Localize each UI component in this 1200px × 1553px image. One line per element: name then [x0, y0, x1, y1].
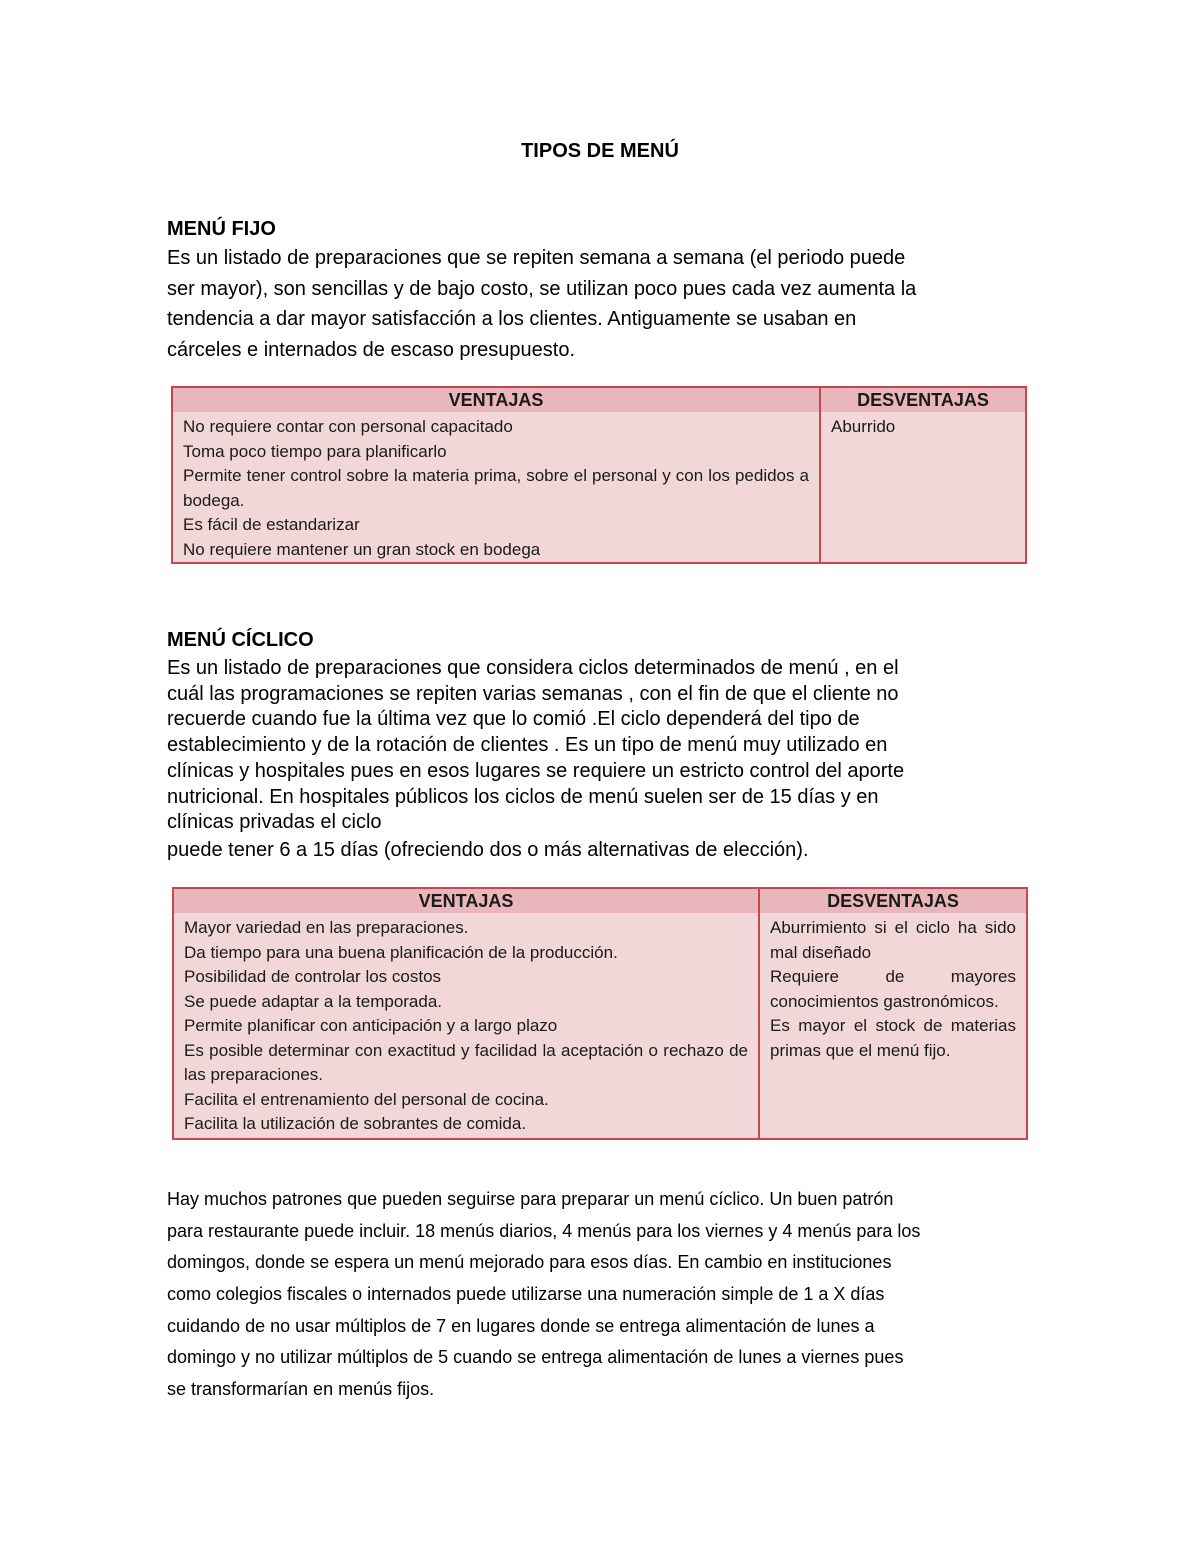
desventaja-item: Requiere de mayores conocimientos gastronómicos.: [770, 967, 1016, 1011]
paragraph-line: recuerde cuando fue la última vez que lo comió .El ciclo dependerá del tipo de: [167, 708, 860, 731]
paragraph-line: clínicas y hospitales pues en esos lugares se requiere un estricto control del aporte: [167, 759, 905, 782]
ventaja-item: Mayor variedad en las preparaciones.: [184, 918, 469, 937]
desventaja-item: Aburrimiento si el ciclo ha sido mal diseñado: [770, 918, 1016, 962]
paragraph-line: cuidando de no usar múltiplos de 7 en lugares donde se entrega alimentación de lunes a: [167, 1315, 875, 1336]
ventaja-item: Permite tener control sobre la materia prima, sobre el personal y con los pedidos a bodega.: [183, 466, 809, 510]
closing-paragraph: [167, 1184, 920, 1406]
desventajas-header: DESVENTAJAS: [820, 387, 1026, 413]
section-heading-menu-ciclico: MENÚ CÍCLICO: [167, 629, 314, 651]
ventaja-item: No requiere contar con personal capacitado: [183, 417, 513, 436]
desventaja-item: Es mayor el stock de materias primas que el menú fijo.: [770, 1016, 1016, 1060]
table-menu-ciclico: [172, 887, 1028, 1140]
paragraph-line: tendencia a dar mayor satisfacción a los clientes. Antiguamente se usaban en: [167, 308, 857, 330]
ventaja-item: Toma poco tiempo para planificarlo: [183, 441, 447, 461]
paragraph-line: domingo y no utilizar múltiplos de 5 cuando se entrega alimentación de lunes a viernes pues: [167, 1347, 904, 1368]
ventaja-item: Es posible determinar con exactitud y facilidad la aceptación o rechazo de las preparaciones.: [184, 1040, 748, 1084]
paragraph-line: Es un listado de preparaciones que considera ciclos determinados de menú , en el: [167, 657, 899, 679]
paragraph-line: cuál las programaciones se repiten varias semanas , con el fin de que el cliente no: [167, 682, 899, 705]
paragraph-line: clínicas privadas el ciclo: [167, 811, 382, 834]
page-title: TIPOS DE MENÚ: [521, 140, 679, 162]
paragraph-line: domingos, donde se espera un menú mejorado para esos días. En cambio en instituciones: [167, 1252, 892, 1273]
table-menu-fijo: [171, 386, 1027, 564]
ventajas-cell: [173, 914, 759, 1140]
paragraph-menu-fijo: [167, 243, 916, 365]
ventaja-item: Es fácil de estandarizar: [183, 515, 360, 534]
paragraph-line: como colegios fiscales o internados puede utilizarse una numeración simple de 1 a X días: [167, 1284, 885, 1305]
ventajas-cell: [172, 413, 820, 564]
paragraph-menu-ciclico: [167, 656, 904, 864]
ventaja-item: Facilita la utilización de sobrantes de comida.: [184, 1114, 527, 1133]
ventajas-header: VENTAJAS: [173, 888, 759, 914]
paragraph-line: puede tener 6 a 15 días (ofreciendo dos o más alternativas de elección).: [167, 838, 809, 861]
desventajas-header: DESVENTAJAS: [759, 888, 1027, 914]
desventajas-cell: [759, 914, 1027, 1140]
paragraph-line: se transformarían en menús fijos.: [167, 1379, 435, 1400]
ventaja-item: Facilita el entrenamiento del personal de cocina.: [184, 1089, 549, 1109]
paragraph-line: cárceles e internados de escaso presupuesto.: [167, 338, 576, 361]
paragraph-line: establecimiento y de la rotación de clientes . Es un tipo de menú muy utilizado en: [167, 734, 888, 757]
ventaja-item: Permite planificar con anticipación y a largo plazo: [184, 1016, 558, 1035]
ventaja-item: Se puede adaptar a la temporada.: [184, 991, 443, 1011]
paragraph-line: para restaurante puede incluir. 18 menús diarios, 4 menús para los viernes y 4 menús para los: [167, 1220, 921, 1241]
paragraph-line: Es un listado de preparaciones que se repiten semana a semana (el periodo puede: [167, 247, 906, 269]
section-heading-menu-fijo: MENÚ FIJO: [167, 218, 276, 240]
ventaja-item: Posibilidad de controlar los costos: [184, 967, 442, 986]
ventaja-item: No requiere mantener un gran stock en bodega: [183, 539, 541, 559]
paragraph-line: nutricional. En hospitales públicos los ciclos de menú suelen ser de 15 días y en: [167, 785, 879, 808]
ventajas-header: VENTAJAS: [172, 387, 820, 413]
paragraph-line: ser mayor), son sencillas y de bajo costo, se utilizan poco pues cada vez aumenta la: [167, 277, 917, 300]
paragraph-line: Hay muchos patrones que pueden seguirse para preparar un menú cíclico. Un buen patrón: [167, 1189, 894, 1209]
desventaja-item: Aburrido: [831, 417, 896, 436]
ventaja-item: Da tiempo para una buena planificación de la producción.: [184, 942, 618, 962]
desventajas-cell: [820, 413, 1026, 564]
